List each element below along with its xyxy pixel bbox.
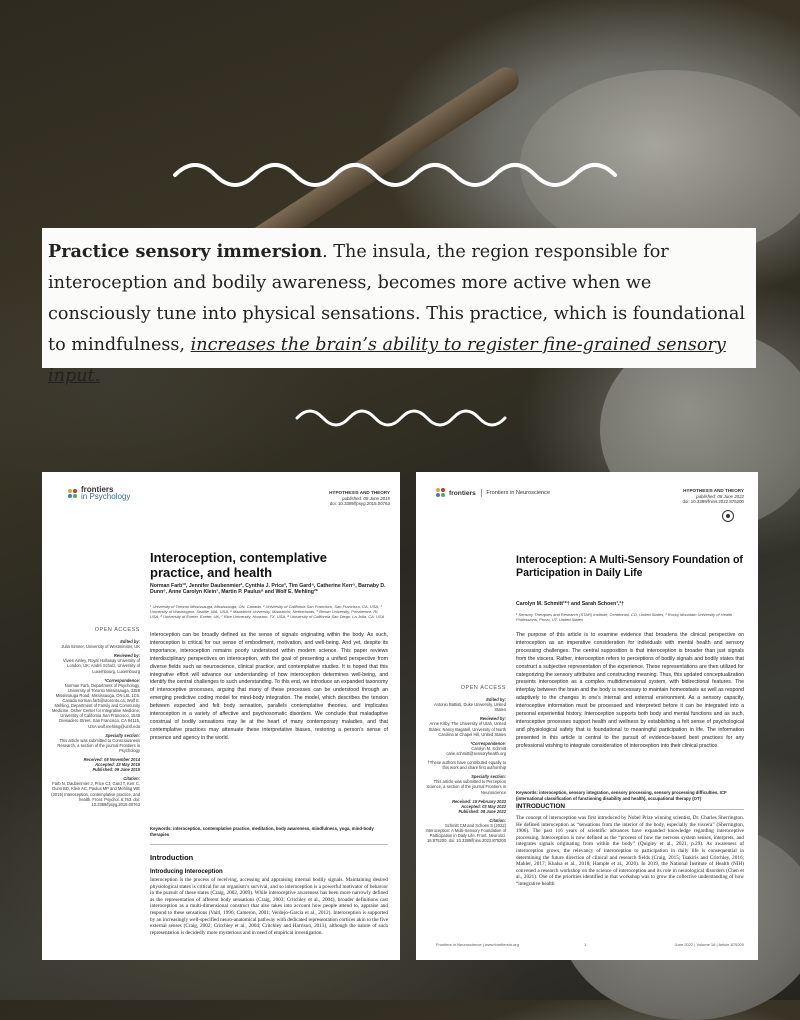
specialty-section: This article was submitted to Consciousness Research, a section of the journal Frontiers in Psychology [57,737,140,753]
logo-sub: Frontiers in Neuroscience [486,490,551,496]
edited-by: Julia Simner, University of Westminster, UK [61,644,140,650]
open-access-label: OPEN ACCESS [460,685,506,691]
quote-text: . The insula, the region responsible for interoception and bodily awareness, becomes more active when we consciously tune into physical sensations. This practice, which is foundational to mindfulness, [48,242,745,355]
equal-contribution-note: †These authors have contributed equally to this work and share first authorship [427,760,506,771]
paper-keywords: Keywords: interoception, sensory integration, sensory processing, sensory processing difficulties, ICF (international classification of functioning disability and health), occupational therapy (OT) [516,790,727,801]
logo-sub: in Psychology [81,492,131,501]
frontiers-logo-icon [68,489,78,499]
reviewed-by: Anne Kirby, The University of Utah, United States; Nancy Bagatell, University of North Carolina at Chapel Hill, United States [428,721,506,737]
paper-abstract: The purpose of this article is to examine evidence that broadens the clinical perspective on interoception as an imperative consideration for individuals with mental health and sensory processing challenges. The central supposition is that interoception is broader than just signals from the viscera. Rather, interoception refers to perceptions of bodily signals and bodily states that construct a subjective representation of the experience. These representations are then utilized for categorizing the sensory attributes and constructing meaning. Thus, this updated conceptualization presents interoception as a complex multidimensional system, with bidirectional features. The interplay between the brain and the body is necessary to maintain homeostasis as well as respond adaptively to the changes in one’s internal and external environment. As a sensory capacity, interoceptive information must be processed and interpreted before it can be integrated into a personal experiential history. Interoception supports both body and mental functions and as such, interoceptive processes support health and wellness by establishing a felt sense of psychological and physiological safety that is foundational to meaningful participation in life. The information presented in this article is central to the pursuit of evidence-based best practices for any professional wishing to integrate consideration of interoception into their clinical practice. [516,632,744,749]
citation: Schmitt CM and Schoen S (2022) Interoception: A Multi-Sensory Foundation of Participation in Daily Life. Front. Neurosci. 16:875200. doi: 10.3389/fnins.2022.875200 [425,822,506,844]
edited-by: Antonio Battisti, Duke University, United States [433,702,506,713]
intro-subheading: Introducing Interoception [150,869,223,875]
reviewed-by: Vivien Ainley, Royal Holloway University of London, UK; André Schulz, University of Luxembourg, Luxembourg [63,658,140,674]
intro-body: Interoception is the process of receiving, accessing and appraising internal bodily signals. Maintaining desired physiological states is critical for an organism’s survival, and so interoception is a powerful motivator of behavior in the pursuit of these states (Craig, 2002, 2009). While interoceptive awareness has been more narrowly defined as the representation of afferent body sensations (Craig, 2003; Critchley et al., 2004), broader definitions cast interoception as a multi-dimensional construct that also takes into account how people attend to, appraise and respond to these sensations (Vaitl, 1996; Cameron, 2001; Verdejo-Garcia et al., 2012). Interoception is supported by an increasingly well-specified neuro-anatomical pathway with dedicated representation cortices akin to the five external senses (Craig, 2002; Critchley et al., 2004; Critchley and Harrison, 2013), although the nature of such representation is decidedly more mysterious and in need of empirical investigation. [150,877,388,936]
frontiers-logo-icon [436,488,446,498]
paper-keywords: Keywords: interoception, contemplative practice, meditation, body awareness, mindfulness, yoga, mind-body therapies [150,826,374,837]
intro-body: The concept of interoception was first introduced by Nobel Prize winning scientist, Dr. Charles Sherrington. He defined interoception as “sensations from the interior of the body, especially the viscera” (Sherrington, 1906). The past 116 years of scientific advances have expanded knowledge regarding interoceptive processing. Interoception is now defined as the “process of how the nervous system senses, interprets, and integrates signals originating from within the body” (Quigley et al., 2021, p.29). As awareness of interoception grows, the relevancy of interoception to participation in daily life is consequential in determining the future direction of clinical and research fields (Craig, 2015; Tsakiris and Critchley, 2016; Mahler, 2017; Khalsa et al., 2018; Hample et al., 2020). In 2019, the National Institute of Health (NIH) convened a research workshop on the science of interoception and its role in neurological disorders (Chen et al., 2021). One of the priorities identified in that workshop was to grow the collective understanding of how “integrative health [516,815,744,887]
accepted-date: Accepted: 22 May 2015 [95,762,140,768]
paper-psychology [42,472,400,960]
published-side-date: Published: 09 June 2015 [92,767,140,773]
paper-title: Interoception, contemplative practice, and health [150,550,327,580]
published-date: published: 09 June 2015 [342,495,390,501]
received-date: Received: 15 February 2022 [452,798,506,804]
article-type: HYPOTHESIS AND THEORY [683,488,744,493]
paper-affiliations: ¹ University of Toronto Mississauga, Mississauga, ON, Canada, ² University of California San Francisco, San Francisco, CA, USA, ³ University of Washington, Seattle, WA, USA, ⁴ Maastricht University, Maastricht, Netherlands, ⁵ Brown University, Providence, RI, USA, ⁶ University of Exeter, Exeter, UK, ⁷ Rice University, Houston, TX, USA, ⁸ University of California San Diego, La Jolla, CA, USA [150,604,385,619]
article-doi: doi: 10.3389/fnins.2022.875200 [682,499,744,505]
quote-card [42,228,756,386]
footer-issue: June 2022 | Volume 16 | Article 875200 [674,942,744,947]
article-meta [594,488,744,505]
correspondence: Norman Farb, Department of Psychology, University of Toronto Mississauga, 3359 Mississauga Road, Mississauga, ON L5L 1C6, Canada norman.farb@utoronto.ca; Wolf E. Mehling, Department of Family and Community Medicine, Osher Center for Integrative Medicine, University of California San Francisco, 1545 Divisadero Street, San Francisco, CA 94115, USA wolf.mehling@ucsf.edu [51,682,140,729]
logo-main: frontiers [449,489,476,497]
paper-abstract: Interoception can be broadly defined as the sense of signals originating within the body. As such, interoception is critical for our sense of embodiment, motivation, and well-being. And yet, despite its importance, interoception remains poorly understood within modern science. This paper reviews interdisciplinary perspectives on interoception, with the goal of presenting a unified perspective from diverse fields such as neuroscience, clinical practice, and contemplative studies. It is hoped that this integrative effort will advance our understanding of how interoception determines well-being, and identify the central challenges to such understanding. To this end, we introduce an expanded taxonomy of interoceptive processes, arguing that many of these processes can be understood through an emerging predictive coding model for mind-body integration. The model, which describes the tension between expected and felt body sensation, parallels contemplative theories, and implicates interoception in a variety of affective and psychosomatic disorders. We conclude that maladaptive construal of bodily sensations may lie at the heart of many contemporary maladies, and that contemplative practices may attenuate these interpretative biases, restoring a person’s sense of presence and agency in the world. [150,632,388,741]
specialty-section: This article was submitted to Perception Science, a section of the journal Frontiers in Neuroscience [426,779,506,795]
footer-page-number: 1 [584,942,587,947]
journal-logo [436,488,550,498]
published-side-date: Published: 08 June 2022 [458,808,506,814]
correspondence: Carolyn M. Schmitt carie.schmitt@sensoryhealth.org [446,745,506,756]
quote-lead: Practice sensory immersion [48,241,323,262]
check-for-updates-icon[interactable] [722,510,734,522]
published-date: published: 08 June 2022 [696,493,744,499]
decorative-wave-middle [292,400,512,436]
paper-authors: Carolyn M. Schmitt¹*† and Sarah Schoen¹,²† [516,601,625,607]
quote-link[interactable]: increases the brain’s ability to register fine-grained sensory input. [48,335,726,386]
article-sidebar: OPEN ACCESS Edited by: Antonio Battisti, Duke University, United States Reviewed by: Anne Kirby, The University of Utah, United States; Nancy Bagatell, University of North Carolina at Chapel Hill, United States *Correspondence: Carolyn M. Schmitt carie.schmitt@sensoryhealth.org †These authors have contributed equally to this work and share first authorship Specialty section: This article was submitted to Perception Science, a section of the journal Frontiers in Neuroscience Received: 15 February 2022 Accepted: 03 May 2022 Published: 08 June 2022 Citation: Schmitt CM and Schoen S (2022) Interoception: A Multi-Sensory Foundation of Participation in Daily Life. Front. Neurosci. 16:875200. doi: 10.3389/fnins.2022.875200 [422,686,506,847]
open-access-label: OPEN ACCESS [94,627,140,633]
article-doi: doi: 10.3389/fpsyg.2015.00763 [329,501,390,507]
divider [150,844,388,845]
article-meta [240,490,390,507]
article-sidebar: OPEN ACCESS Edited by: Julia Simner, University of Westminster, UK Reviewed by: Vivien Ainley, Royal Holloway University of London, UK; André Schulz, University of Luxembourg, Luxembourg *Correspondence: Norman Farb, Department of Psychology, University of Toronto Mississauga, 3359 Mississauga Road, Mississauga, ON L5L 1C6, Canada norman.farb@utoronto.ca; Wolf E. Mehling, Department of Family and Community Medicine, Osher Center for Integrative Medicine, University of California San Francisco, 1545 Divisadero Street, San Francisco, CA 94115, USA wolf.mehling@ucsf.edu Specialty section: This article was submitted to Consciousness Research, a section of the journal Frontiers in Psychology Received: 05 November 2014 Accepted: 22 May 2015 Published: 09 June 2015 Citation: Farb N, Daubenmier J, Price CJ, Gard T, Kerr C, Dunn BD, Klein AC, Paulus MP and Mehling WE (2015) Interoception, contemplative practice, and health. Front. Psychol. 6:763. doi: 10.3389/fpsyg.2015.00763 [51,627,140,807]
accepted-date: Accepted: 03 May 2022 [461,803,506,809]
paper-affiliations: ¹ Sensory Therapies and Research (STAR) Institute, Centennial, CO, United States, ² Rocky Mountain University of Health Professions, Provo, UT, United States [516,612,733,622]
article-type: HYPOTHESIS AND THEORY [329,490,390,495]
journal-logo [68,486,130,501]
logo-main: frontiers [81,485,114,494]
intro-heading: INTRODUCTION [516,803,565,810]
intro-heading: Introduction [150,853,194,862]
decorative-wave-top [170,150,630,200]
paper-neuroscience [416,472,758,960]
paper-title: Interoception: A Multi-Sensory Foundation of Participation in Daily Life [516,554,743,579]
paper-authors: Norman Farb¹*, Jennifer Daubenmier², Cynthia J. Price³, Tim Gard⁴, Catherine Kerr⁵, Barnaby D. Dunn⁶, Anne Carolyn Klein⁷, Martin P. Paulus⁸ and Wolf E. Mehling²* [150,583,386,596]
received-date: Received: 05 November 2014 [83,756,140,762]
citation: Farb N, Daubenmier J, Price CJ, Gard T, Kerr C, Dunn BD, Klein AC, Paulus MP and Mehling WE (2015) Interoception, contemplative practice, and health. Front. Psychol. 6:763. doi: 10.3389/fpsyg.2015.00763 [51,781,140,807]
footer-journal: Frontiers in Neuroscience | www.frontiersin.org [436,942,519,947]
